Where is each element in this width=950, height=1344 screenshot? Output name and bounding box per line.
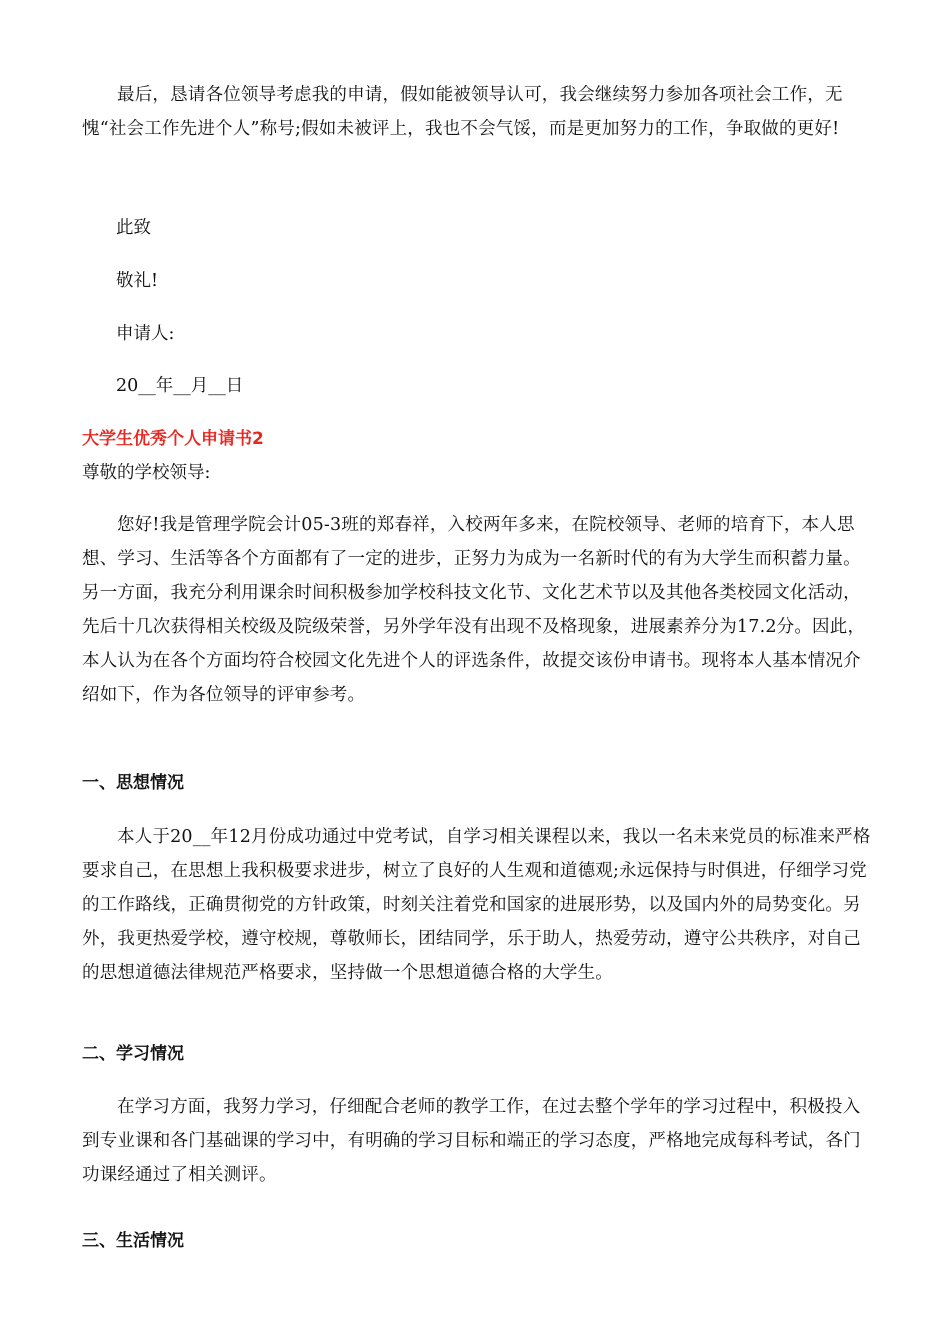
heading-thought: 一、思想情况 — [82, 773, 184, 793]
paragraph-closing: 最后，恳请各位领导考虑我的申请，假如能被领导认可，我会继续努力参加各项社会工作，无愧“社会工作先进个人”称号;假如未被评上，我也不会气馁，而是更加努力的工作，争取做的更好! — [82, 85, 843, 139]
paragraph-intro: 您好!我是管理学院会计05-3班的郑春祥，入校两年多来，在院校领导、老师的培育下，本人思想、学习、生活等各个方面都有了一定的进步，正努力为成为一名新时代的有为大学生而积蓄力量。另一方面，我充分利用课余时间积极参加学校科技文化节、文化艺术节以及其他各类校园文化活动，先后十几次获得相关校级及院级荣誉，另外学年没有出现不及格现象，进展素养分为17.2分。因此，本人认为在各个方面均符合校园文化先进个人的评选条件，故提交该份申请书。现将本人基本情况介绍如下，作为各位领导的评审参考。 — [82, 515, 866, 705]
heading-life: 三、生活情况 — [82, 1231, 184, 1251]
salutation: 尊敬的学校领导: — [82, 463, 211, 483]
applicant-line: 申请人: — [116, 324, 175, 344]
closing-cizhi: 此致 — [116, 218, 151, 238]
date-line: 20__年__月__日 — [116, 376, 244, 396]
closing-jingli: 敬礼! — [116, 271, 159, 291]
heading-study: 二、学习情况 — [82, 1044, 184, 1064]
paragraph-study: 在学习方面，我努力学习，仔细配合老师的教学工作，在过去整个学年的学习过程中，积极投入到专业课和各门基础课的学习中，有明确的学习目标和端正的学习态度，严格地完成每科考试，各门功课经通过了相关测评。 — [82, 1097, 861, 1185]
paragraph-thought: 本人于20__年12月份成功通过中党考试，自学习相关课程以来，我以一名未来党员的标准来严格要求自己，在思想上我积极要求进步，树立了良好的人生观和道德观;永远保持与时俱进，仔细学习党的工作路线，正确贯彻党的方针政策，时刻关注着党和国家的进展形势，以及国内外的局势变化。另外，我更热爱学校，遵守校规，尊敬师长，团结同学，乐于助人，热爱劳动，遵守公共秩序，对自己的思想道德法律规范严格要求，坚持做一个思想道德合格的大学生。 — [82, 827, 871, 983]
section-title-red: 大学生优秀个人申请书2 — [82, 429, 264, 449]
